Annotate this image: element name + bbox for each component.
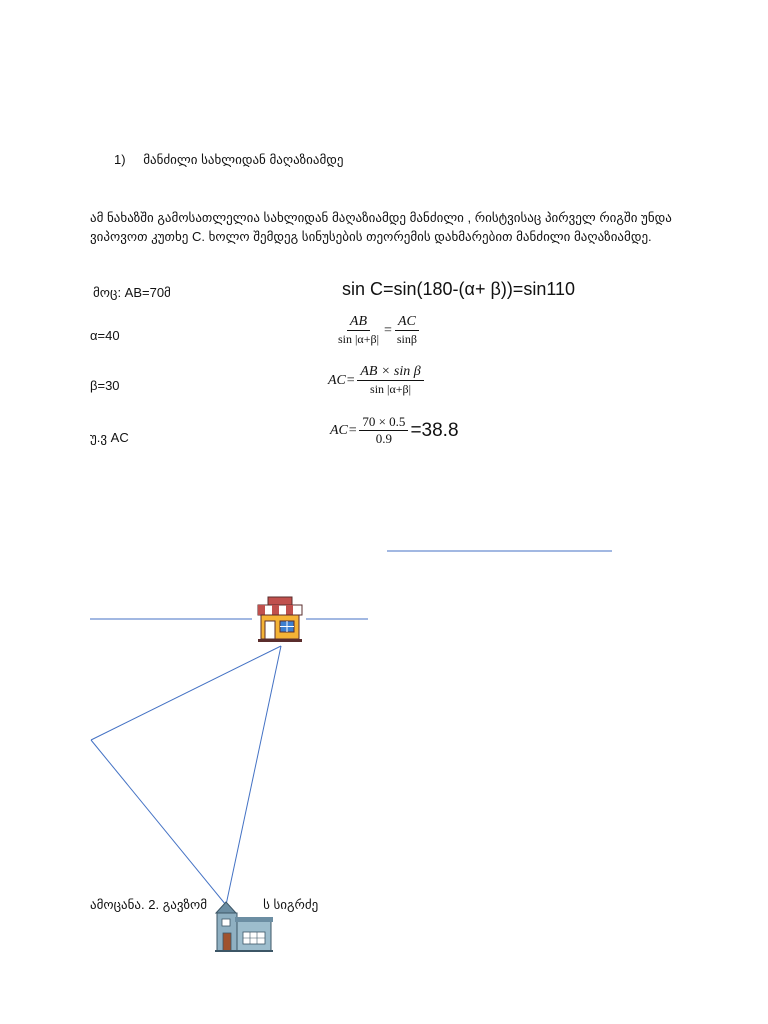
triangle-side-shop-house	[226, 646, 281, 905]
calc-den: 0.9	[375, 431, 393, 446]
task-2-label	[90, 895, 318, 914]
calc-lhs: AC=	[330, 422, 358, 438]
law2-num: AB × sin β	[357, 364, 423, 381]
formula-sin-c: sin C=sin(180-(α+ β))=sin110	[342, 279, 576, 299]
law1-num2: AC	[395, 314, 419, 331]
triangle-side-shop-left	[91, 646, 281, 740]
law1-den1: sin |α+β|	[338, 332, 379, 346]
given-ab: მოც: AB=70მ	[93, 285, 171, 300]
law2-lhs: AC=	[328, 372, 356, 388]
task-2-text: ამოცანა. 2. გავზომ	[90, 897, 208, 912]
task-2-tail: ს სიგრძე	[263, 897, 319, 912]
law1-den2: sinβ	[396, 332, 417, 346]
calc-num: 70 × 0.5	[359, 414, 408, 431]
triangle-side-left-house	[91, 740, 226, 905]
heading-title: მანძილი სახლიდან მაღაზიამდე	[143, 152, 344, 167]
law2-den: sin |α+β|	[370, 382, 412, 396]
find-ac: უ.ვ AC	[90, 430, 129, 445]
description-paragraph: ამ ნახაზში გამოსათლელია სახლიდან მაღაზიამდე მანძილი , რისტვისაც პირველ რიგში უნდა ვიპოვოთ კუთხე C. ხოლო შემდეგ სინუსების თეორემის დახმარებით მანძილი მაღაზიამდე.	[90, 210, 672, 244]
given-beta: β=30	[90, 378, 120, 393]
law1-num1: AB	[347, 314, 370, 331]
shop-icon	[254, 595, 306, 643]
heading-number: 1)	[114, 152, 126, 167]
law1-eq: =	[383, 322, 392, 338]
house-icon	[213, 899, 273, 953]
given-alpha: α=40	[90, 328, 120, 343]
calc-result: =38.8	[410, 419, 459, 441]
